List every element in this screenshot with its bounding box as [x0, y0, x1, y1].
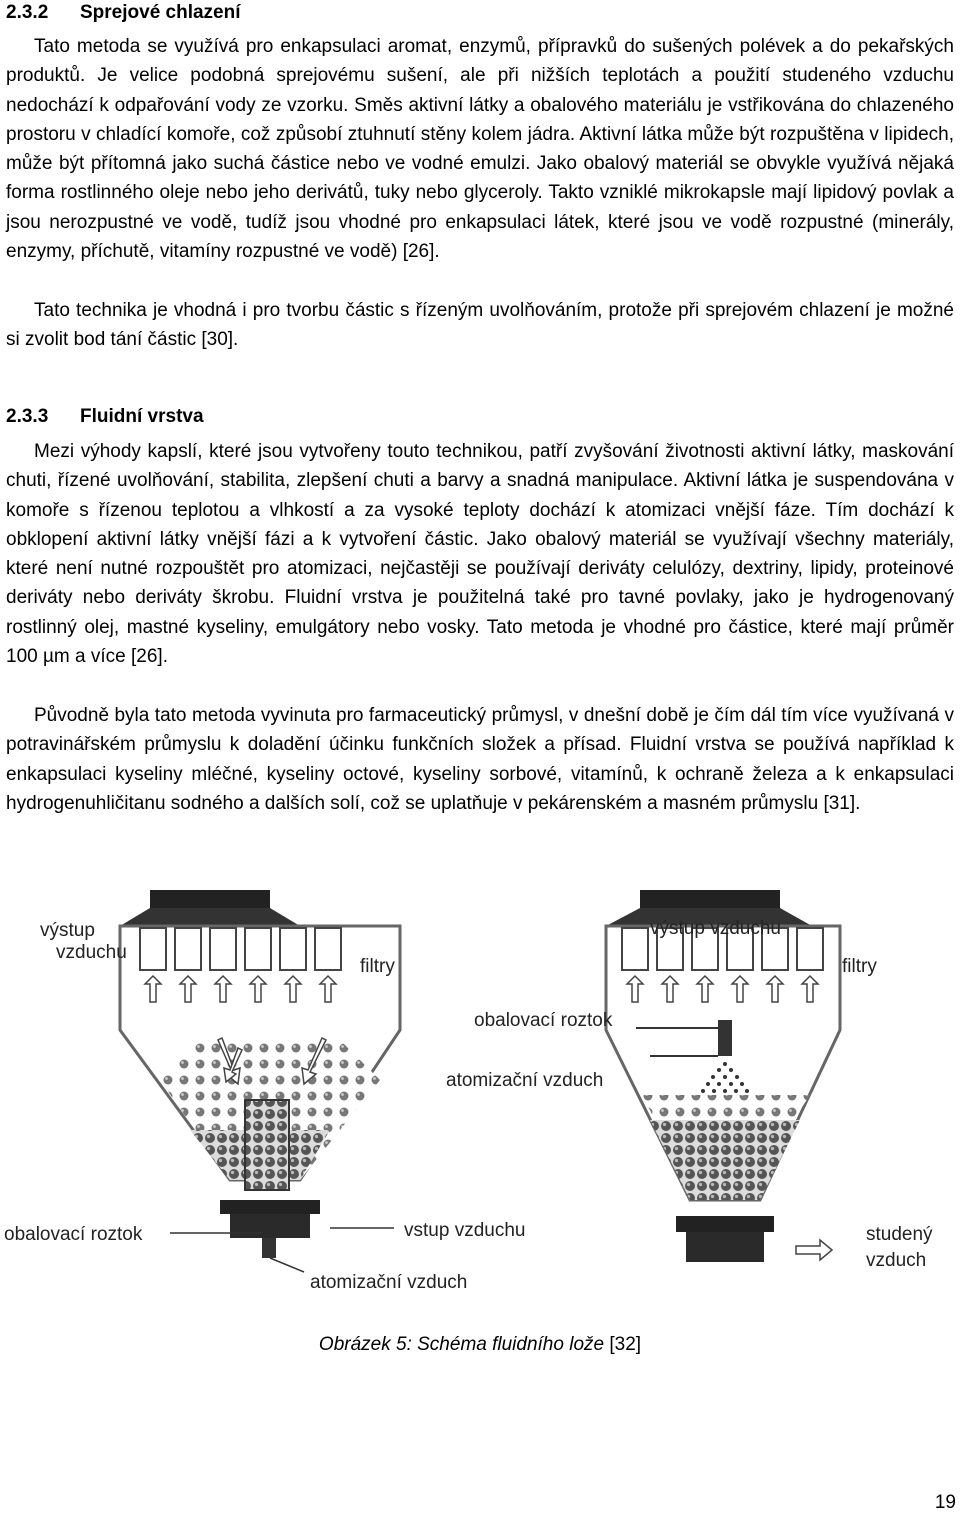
label-atomizing-air: atomizační vzduch	[446, 1070, 604, 1091]
label-air-outlet: výstup	[40, 920, 95, 941]
label-filters: filtry	[842, 956, 877, 977]
figure-caption-ref: [32]	[609, 1334, 642, 1355]
section-number: 2.3.3	[6, 406, 49, 427]
label-cold-air-2: vzduch	[866, 1250, 927, 1271]
section-heading-fluid-bed	[6, 406, 204, 428]
paragraph: Tato metoda se využívá pro enkapsulaci aromat, enzymů, přípravků do sušených polévek a do pekařských produktů. Je velice podobná sprejovému sušení, ale při nižších teplotách a použití studeného vzduchu nedochází k odpařování vody ze vzorku. Směs aktivní látky a obalového materiálu je vstřikována do chlazeného prostoru v chladící komoře, což způsobí ztuhnutí stěny kolem jádra. Aktivní látka může být rozpuštěna v lipidech, může být přítomná jako suchá částice nebo ve vodné emulzi. Jako obalový materiál se obvykle využívá nějaká forma rostlinného oleje nebo jeho derivátů, tuky nebo glyceroly. Takto vzniklé mikrokapsle mají lipidový povlak a jsou nerozpustné ve vodě, tudíž jsou vhodné pro enkapsulaci látek, které jsou ve vodě rozpustné (minerály, enzymy, příchutě, vitamíny rozpustné ve vodě) [26].	[6, 36, 954, 263]
figure-caption-text: Obrázek 5: Schéma fluidního lože	[318, 1334, 605, 1355]
label-coating-solution: obalovací roztok	[474, 1010, 613, 1031]
label-atomizing-air: atomizační vzduch	[310, 1272, 468, 1293]
section-title: Fluidní vrstva	[80, 406, 204, 427]
label-air-inlet: vstup vzduchu	[404, 1220, 526, 1241]
figure-caption	[0, 1334, 960, 1356]
section-title: Sprejové chlazení	[80, 2, 241, 23]
label-air-outlet-2: vzduchu	[56, 942, 127, 963]
label-filters: filtry	[360, 956, 395, 977]
left-unit	[4, 890, 525, 1293]
right-unit	[446, 890, 933, 1271]
paragraph: Mezi výhody kapslí, které jsou vytvořeny touto technikou, patří zvyšování životnosti aktivní látky, maskování chuti, řízené uvolňování, stabilita, zlepšení chuti a barvy a snadná manipulace. Aktivní látka je suspendována v komoře s řízenou teplotou a vlhkostí a za vysoké teploty dochází k atomizaci vnější fáze. Tím dochází k obklopení aktivní látky vnější fázi a k vytvoření částic. Jako obalový materiál se využívají všechny materiály, které není nutné rozpouštět pro atomizaci, nejčastěji se používají deriváty celulózy, dextriny, lipidy, proteinové deriváty nebo deriváty škrobu. Fluidní vrstva je použitelná také pro tavné povlaky, jako je hydrogenovaný rostlinný olej, mastné kyseliny, emulgátory nebo vosky. Tato metoda je vhodné pro částice, které mají průměr 100 µm a více [26].	[6, 441, 954, 668]
paragraph: Původně byla tato metoda vyvinuta pro farmaceutický průmysl, v dnešní době je čím dál tím více využívaná v potravinářském průmyslu k doladění účinku funkčních složek a přísad. Fluidní vrstva se používá například k enkapsulaci kyseliny mléčné, kyseliny octové, kyseliny sorbové, vitamínů, k ochraně železa a k enkapsulaci hydrogenuhličitanu sodného a dalších solí, což se uplatňuje v pekárenském a masném průmyslu [31].	[6, 705, 954, 814]
section-heading-spray-chilling	[6, 2, 241, 24]
label-coating-solution: obalovací roztok	[4, 1224, 143, 1245]
label-cold-air: studený	[866, 1224, 933, 1245]
label-air-outlet: výstup vzduchu	[650, 918, 781, 939]
section-number: 2.3.2	[6, 2, 49, 23]
paragraph: Tato technika je vhodná i pro tvorbu částic s řízeným uvolňováním, protože při sprejovém chlazení je možné si zvolit bod tání částic [30].	[6, 300, 954, 351]
fluid-bed-schematic	[0, 880, 960, 1320]
page-number: 19	[934, 1492, 956, 1513]
